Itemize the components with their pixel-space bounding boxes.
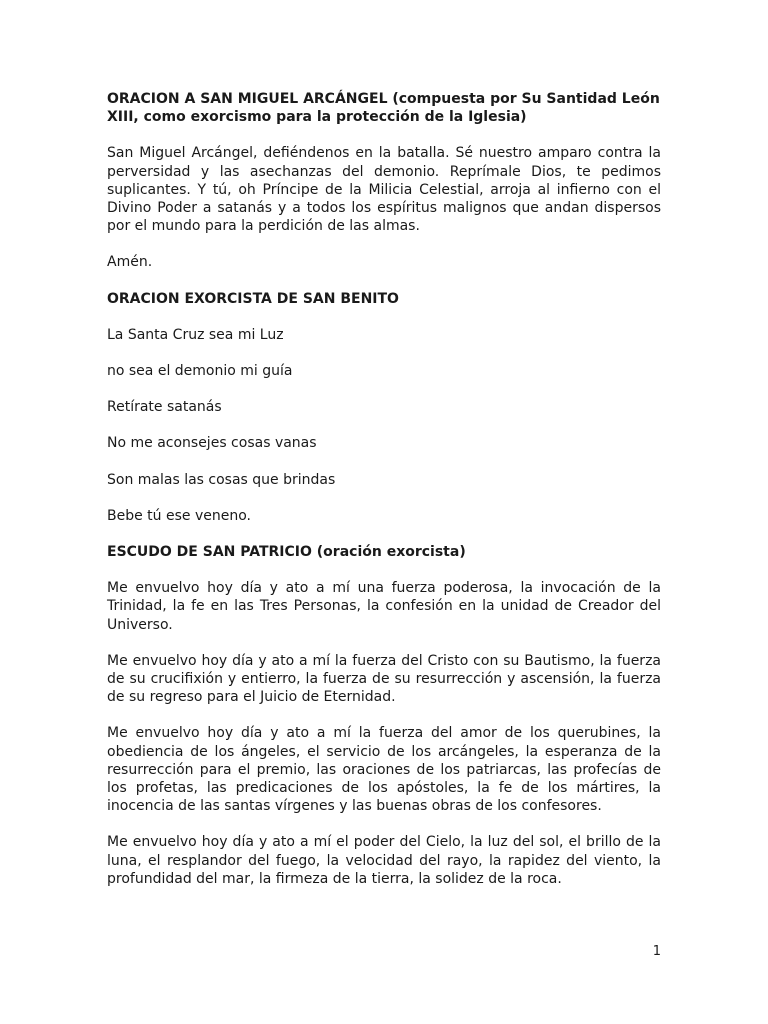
document-page xyxy=(107,90,661,888)
prayer-paragraph-patricio-3: Me envuelvo hoy día y ato a mí la fuerza del amor de los querubines, la obediencia de los ángeles, el servicio de los arcángeles, la esperanza de la resurrección para el premio, las oraciones de los patriarcas, las profecías de los profetas, las predicaciones de los apóstoles, la fe de los mártires, la inocencia de las santas vírgenes y las buenas obras de los confesores. xyxy=(107,725,661,815)
prayer-paragraph-patricio-1: Me envuelvo hoy día y ato a mí una fuerza poderosa, la invocación de la Trinidad, la fe en las Tres Personas, la confesión en la unidad de Creador del Universo. xyxy=(107,580,661,633)
verse-line: Retírate satanás xyxy=(107,399,222,416)
verse-line: La Santa Cruz sea mi Luz xyxy=(107,326,284,343)
prayer-paragraph-patricio-4: Me envuelvo hoy día y ato a mí el poder del Cielo, la luz del sol, el brillo de la luna, el resplandor del fuego, la velocidad del rayo, la rapidez del viento, la profundidad del mar, la firmeza de la tierra, la solidez de la roca. xyxy=(107,834,661,887)
page-number: 1 xyxy=(652,944,661,959)
verse-line: no sea el demonio mi guía xyxy=(107,363,293,380)
section-title-san-patricio: ESCUDO DE SAN PATRICIO (oración exorcista) xyxy=(107,544,466,561)
section-title-san-benito: ORACION EXORCISTA DE SAN BENITO xyxy=(107,290,399,307)
amen-text: Amén. xyxy=(107,254,153,271)
section-title-san-miguel: ORACION A SAN MIGUEL ARCÁNGEL (compuesta por Su Santidad León XIII, como exorcismo para la protección de la Iglesia) xyxy=(107,91,660,126)
prayer-paragraph-san-miguel: San Miguel Arcángel, defiéndenos en la batalla. Sé nuestro amparo contra la perversidad y las asechanzas del demonio. Reprímale Dios, te pedimos suplicantes. Y tú, oh Príncipe de la Milicia Celestial, arroja al infierno con el Divino Poder a satanás y a todos los espíritus malignos que andan dispersos por el mundo para la perdición de las almas. xyxy=(107,145,661,235)
verse-line: No me aconsejes cosas vanas xyxy=(107,435,317,452)
verse-line: Son malas las cosas que brindas xyxy=(107,471,336,488)
verse-line: Bebe tú ese veneno. xyxy=(107,507,251,524)
prayer-paragraph-patricio-2: Me envuelvo hoy día y ato a mí la fuerza del Cristo con su Bautismo, la fuerza de su crucifixión y entierro, la fuerza de su resurrección y ascensión, la fuerza de su regreso para el Juicio de Eternidad. xyxy=(107,652,661,706)
verse-list-san-benito xyxy=(107,326,661,525)
